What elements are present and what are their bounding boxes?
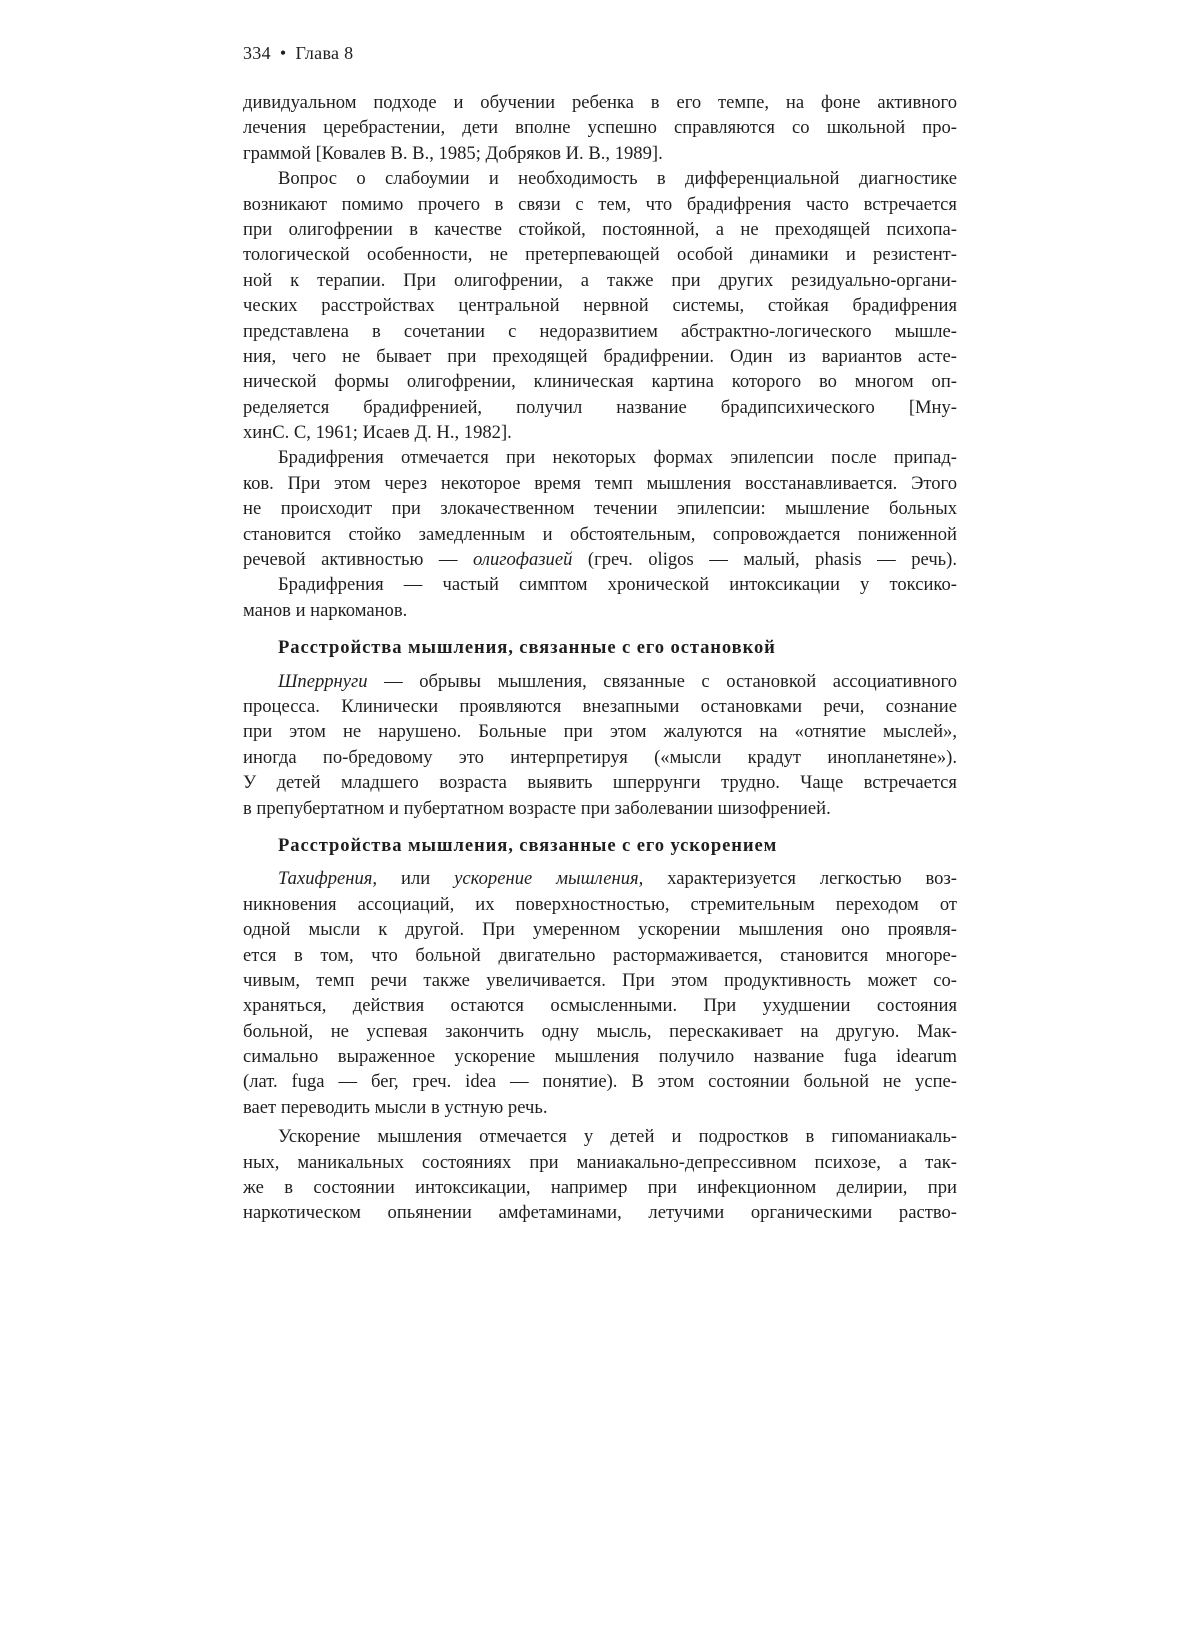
text-run: речевой активностью —: [243, 549, 473, 571]
text-run: характеризуется легкостью воз-: [643, 868, 957, 890]
text-line: возникают помимо прочего в связи с тем, что брадифрения часто встречается: [243, 193, 957, 215]
text-line: Вопрос о слабоумии и необходимость в дифференциальной диагностике: [278, 168, 957, 190]
text-line: граммой [Ковалев В. В., 1985; Добряков И. В., 1989].: [243, 142, 663, 164]
section-heading: Расстройства мышления, связанные с его остановкой: [278, 637, 776, 659]
text-line: не происходит при злокачественном течении эпилепсии: мышление больных: [243, 498, 957, 520]
term-italic: Тахифрения,: [278, 868, 378, 890]
paragraph: [243, 166, 957, 445]
text-run: (греч. oligos — малый, phasis — речь).: [572, 549, 957, 571]
section-heading: Расстройства мышления, связанные с его ускорением: [278, 834, 778, 856]
text-line: тологической особенности, не претерпевающей особой динамики и резистент-: [243, 244, 957, 266]
chapter-label: Глава 8: [295, 43, 354, 63]
page-number: 334: [243, 43, 271, 63]
paragraph: [243, 866, 957, 1120]
text-line: дивидуальном подходе и обучении ребенка в его темпе, на фоне активного: [243, 92, 957, 113]
text-line: [243, 669, 957, 694]
term-italic: олигофазией: [473, 549, 573, 571]
text-line: манов и наркоманов.: [243, 599, 408, 621]
text-line: ется в том, что больной двигательно растормаживается, становится многоре-: [243, 944, 957, 966]
text-line: [243, 866, 957, 891]
header-bullet: •: [279, 43, 287, 63]
text-run: или: [377, 868, 455, 890]
text-line: представлена в сочетании с недоразвитием абстрактно-логического мышле-: [243, 320, 957, 342]
text-line: Брадифрения — частый симптом хронической интоксикации у токсико-: [278, 574, 957, 596]
text-line: одной мысли к другой. При умеренном ускорении мышления оно проявля-: [243, 919, 957, 941]
paragraph: [243, 669, 957, 821]
text-line: [243, 547, 957, 572]
paragraph: [243, 445, 957, 572]
paragraph: [243, 1124, 957, 1226]
text-line: лечения церебрастении, дети вполне успешно справляются со школьной про-: [243, 117, 957, 139]
text-line: ной к терапии. При олигофрении, а также при других резидуально-органи-: [243, 269, 957, 291]
running-head: [243, 43, 353, 64]
text-line: никновения ассоциаций, их поверхностностью, стремительным переходом от: [243, 893, 957, 915]
text-line: при этом не нарушено. Больные при этом жалуются на «отнятие мыслей»,: [243, 721, 957, 743]
text-line: процесса. Клинически проявляются внезапными остановками речи, сознание: [243, 695, 957, 717]
text-line: становится стойко замедленным и обстоятельным, сопровождается пониженной: [243, 523, 957, 545]
text-line: ния, чего не бывает при преходящей брадифрении. Один из вариантов асте-: [243, 345, 957, 367]
body-text: [243, 90, 957, 1226]
text-line: У детей младшего возраста выявить шперрунги трудно. Чаще встречается: [243, 772, 957, 794]
text-line: ных, маникальных состояниях при маниакально-депрессивном психозе, а так-: [243, 1151, 957, 1173]
text-line: при олигофрении в качестве стойкой, постоянной, а не преходящей психопа-: [243, 218, 957, 240]
paragraph: [243, 572, 957, 623]
text-line: иногда по-бредовому это интерпретируя («мысли крадут инопланетяне»).: [243, 746, 957, 768]
text-run: — обрывы мышления, связанные с остановкой ассоциативного: [367, 670, 957, 692]
text-line: ческих расстройствах центральной нервной системы, стойкая брадифрения: [243, 295, 957, 317]
text-line: нической формы олигофрении, клиническая картина которого во многом оп-: [243, 371, 957, 393]
term-italic: Шперрнуги: [278, 670, 368, 692]
text-line: вает переводить мысли в устную речь.: [243, 1096, 548, 1118]
text-line: Ускорение мышления отмечается у детей и подростков в гипоманиакаль-: [278, 1126, 957, 1148]
paragraph: [243, 90, 957, 166]
text-line: же в состоянии интоксикации, например при инфекционном делирии, при: [243, 1177, 957, 1199]
term-italic: ускорение мышления,: [454, 868, 644, 890]
text-line: хинС. С, 1961; Исаев Д. Н., 1982].: [243, 422, 512, 444]
text-line: Брадифрения отмечается при некоторых формах эпилепсии после припад-: [278, 447, 957, 469]
text-line: наркотическом опьянении амфетаминами, летучими органическими раство-: [243, 1202, 957, 1224]
text-line: ков. При этом через некоторое время темп мышления восстанавливается. Этого: [243, 472, 957, 494]
text-line: больной, не успевая закончить одну мысль, перескакивает на другую. Мак-: [243, 1020, 957, 1042]
text-line: храняться, действия остаются осмысленными. При ухудшении состояния: [243, 995, 957, 1017]
text-line: ределяется брадифренией, получил название брадипсихического [Мну-: [243, 396, 957, 418]
text-line: (лат. fuga — бег, греч. idea — понятие). В этом состоянии больной не успе-: [243, 1071, 957, 1093]
text-line: симально выраженное ускорение мышления получило название fuga idearum: [243, 1046, 957, 1068]
text-line: чивым, темп речи также увеличивается. При этом продуктивность может со-: [243, 969, 957, 991]
text-line: в препубертатном и пубертатном возрасте при заболевании шизофренией.: [243, 797, 831, 819]
